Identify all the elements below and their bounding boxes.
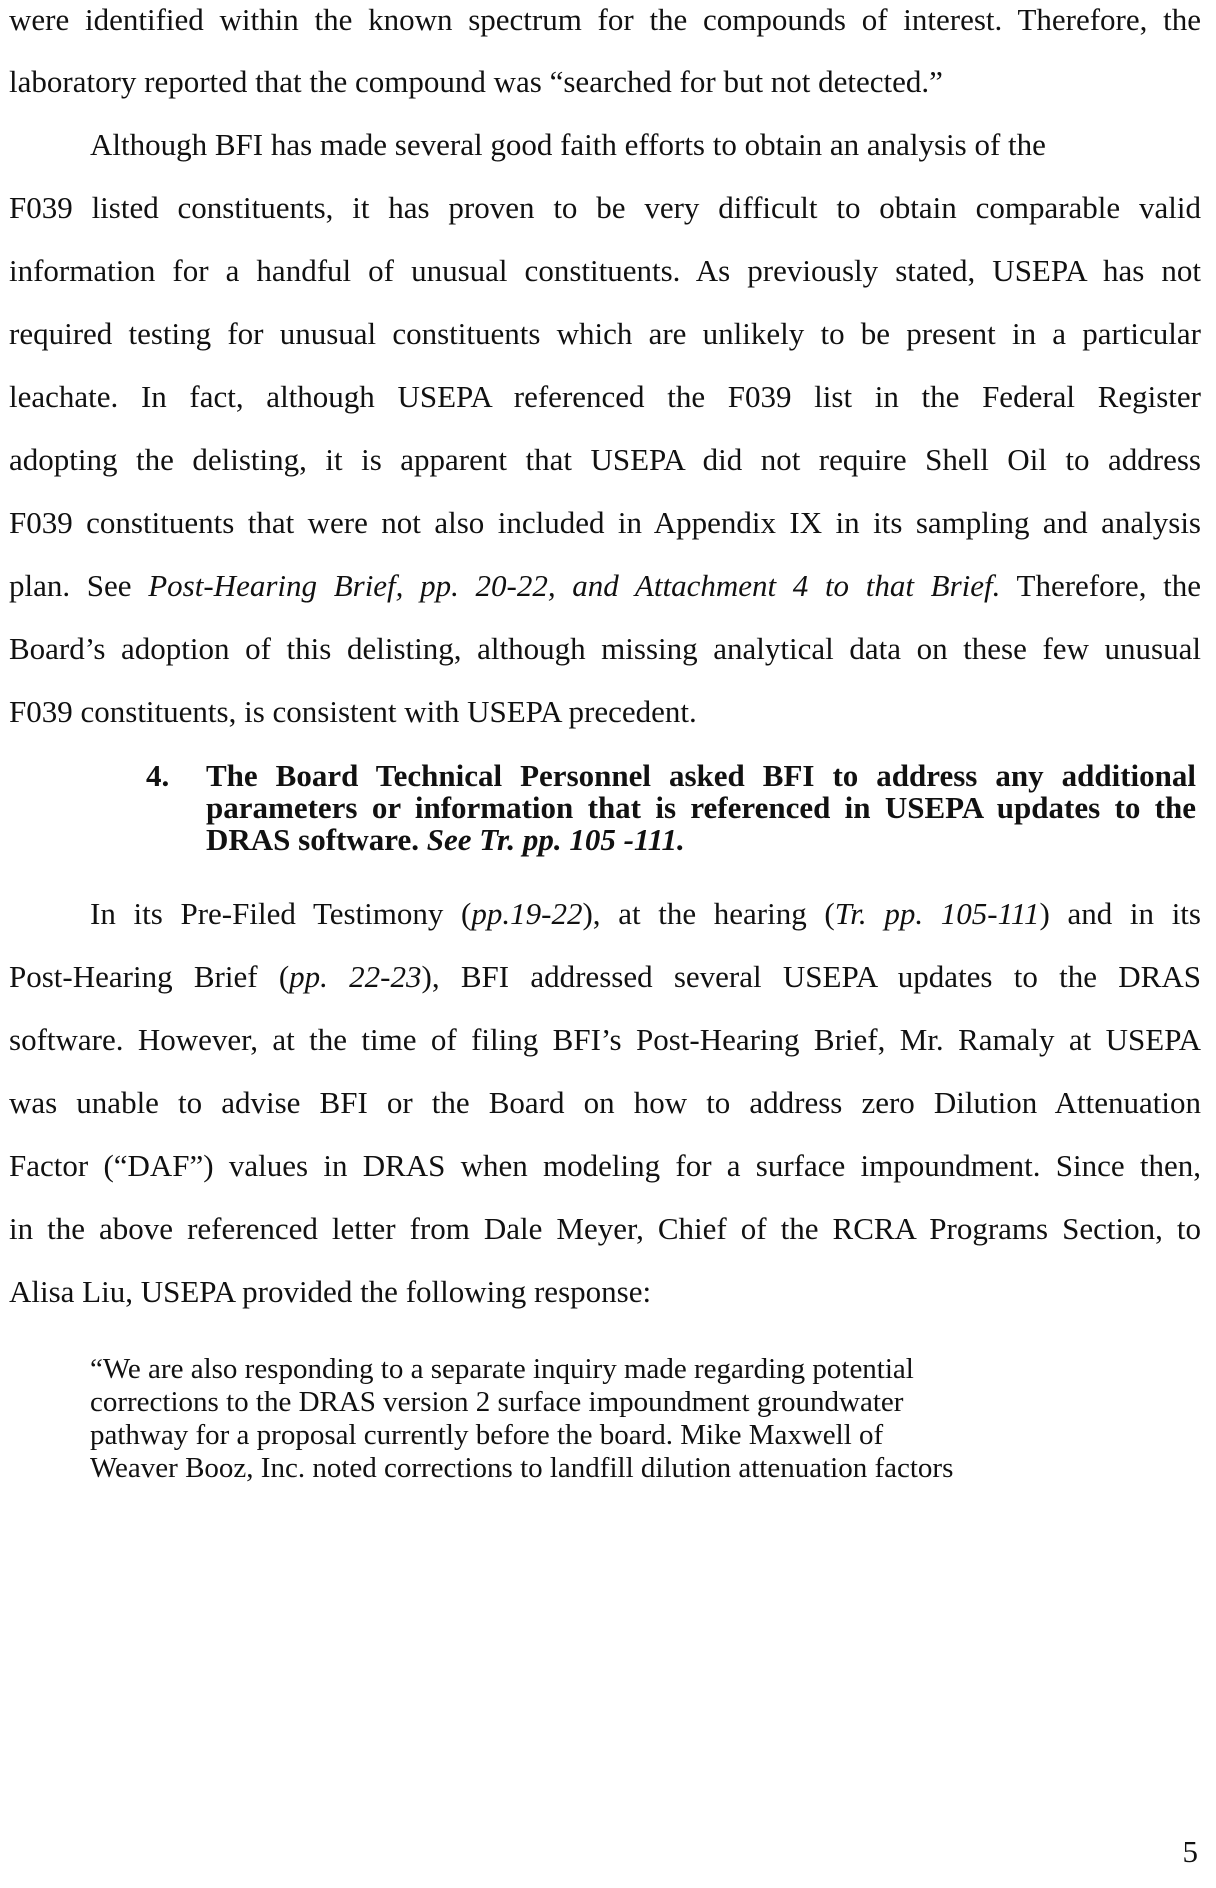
heading-4-line-3-pre: DRAS software. (206, 822, 427, 857)
dras-line-4: was unable to advise BFI or the Board on how to address zero Dilution Attenuation (9, 1085, 1201, 1120)
post-hearing-citation: pp. 22-23 (289, 959, 422, 994)
heading-4-number: 4. (146, 758, 170, 793)
efforts-line-7: F039 constituents that were not also included in Appendix IX in its sampling and analysis (9, 505, 1201, 540)
efforts-line-10: F039 constituents, is consistent with USEPA precedent. (9, 694, 697, 729)
dras-line-2 (9, 959, 1201, 995)
efforts-line-6: adopting the delisting, it is apparent that USEPA did not require Shell Oil to address (9, 442, 1201, 477)
dras-line-1-e: ) and in its (1039, 896, 1201, 931)
efforts-line-8 (9, 568, 1201, 604)
efforts-line-4: required testing for unusual constituents which are unlikely to be present in a particular (9, 316, 1201, 351)
efforts-line-8-pre: plan. See (9, 568, 149, 603)
dras-line-1-c: ), at the hearing ( (582, 896, 835, 931)
dras-line-6: in the above referenced letter from Dale Meyer, Chief of the RCRA Programs Section, to (9, 1211, 1201, 1246)
page-number: 5 (1182, 1834, 1198, 1869)
dras-line-1-a: In its Pre-Filed Testimony ( (90, 896, 472, 931)
efforts-line-3: information for a handful of unusual constituents. As previously stated, USEPA has not (9, 253, 1201, 288)
heading-4-line-1: The Board Technical Personnel asked BFI to address any additional (206, 758, 1196, 793)
dras-line-2-a: Post-Hearing Brief ( (9, 959, 290, 994)
quote-line-3: pathway for a proposal currently before the board. Mike Maxwell of (90, 1419, 884, 1451)
dras-line-2-c: ), BFI addressed several USEPA updates to the DRAS (421, 959, 1201, 994)
efforts-line-1: Although BFI has made several good faith efforts to obtain an analysis of the (90, 127, 1046, 162)
heading-4-line-2: parameters or information that is referenced in USEPA updates to the (206, 790, 1196, 825)
testimony-citation: pp.19-22 (471, 896, 583, 931)
transcript-citation: See Tr. pp. 105 -111. (426, 822, 685, 857)
efforts-line-9: Board’s adoption of this delisting, although missing analytical data on these few unusual (9, 631, 1201, 666)
intro-line-1: were identified within the known spectrum for the compounds of interest. Therefore, the (9, 2, 1201, 37)
efforts-line-2: F039 listed constituents, it has proven to be very difficult to obtain comparable valid (9, 190, 1201, 225)
heading-4-line-3 (206, 821, 1196, 858)
efforts-line-5: leachate. In fact, although USEPA referenced the F039 list in the Federal Register (9, 379, 1201, 414)
dras-line-7: Alisa Liu, USEPA provided the following response: (9, 1274, 652, 1309)
intro-line-2: laboratory reported that the compound was “searched for but not detected.” (9, 64, 943, 99)
quote-line-2: corrections to the DRAS version 2 surface impoundment groundwater (90, 1386, 904, 1418)
hearing-citation: Tr. pp. 105-111 (834, 896, 1040, 931)
dras-line-1 (90, 896, 1201, 932)
dras-line-3: software. However, at the time of filing BFI’s Post-Hearing Brief, Mr. Ramaly at USEPA (9, 1022, 1201, 1057)
dras-line-5: Factor (“DAF”) values in DRAS when modeling for a surface impoundment. Since then, (9, 1148, 1201, 1183)
quote-line-4: Weaver Booz, Inc. noted corrections to landfill dilution attenuation factors (90, 1452, 954, 1484)
efforts-line-8-post: Therefore, the (1000, 568, 1201, 603)
brief-citation: Post-Hearing Brief, pp. 20-22, and Attachment 4 to that Brief. (148, 568, 1001, 603)
quote-line-1: “We are also responding to a separate inquiry made regarding potential (90, 1353, 914, 1385)
